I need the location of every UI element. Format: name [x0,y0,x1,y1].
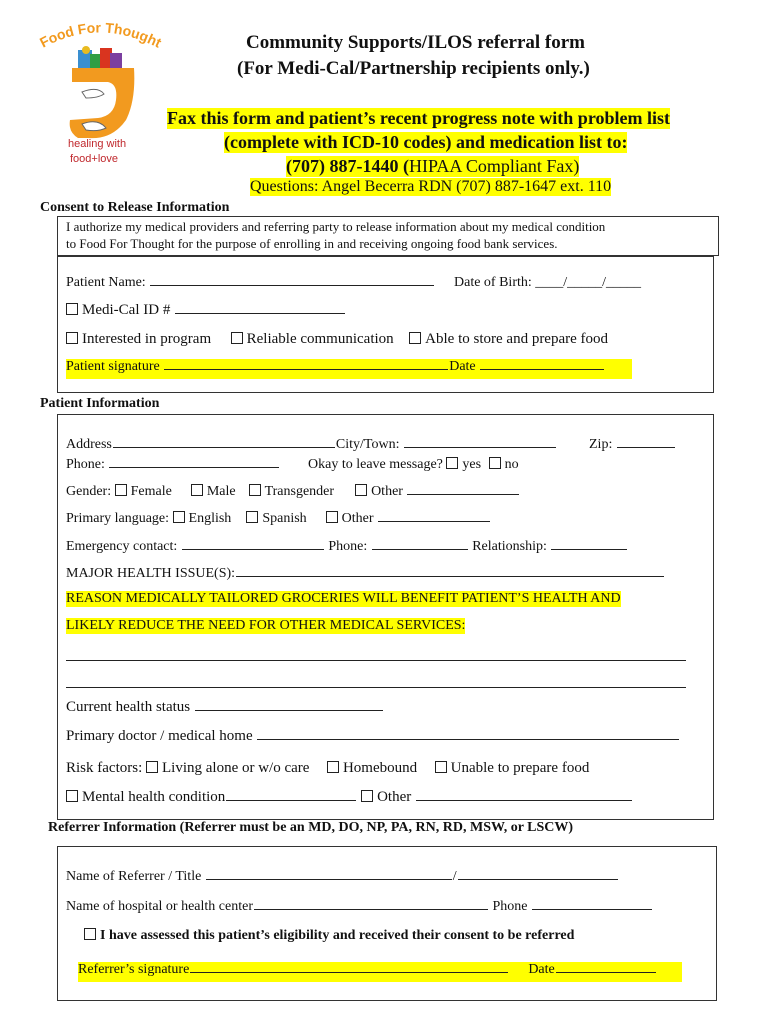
logo-tagline-2: food+love [70,153,119,165]
gender-row [66,484,520,500]
assessed-checkbox[interactable] [84,928,96,940]
food-for-thought-logo [38,20,168,180]
fax-note: HIPAA Compliant Fax) [408,156,580,176]
gender-other-label: Other [371,484,403,499]
relationship-label: Relationship: [472,539,547,554]
risk-homebound-label: Homebound [342,760,418,776]
language-other-checkbox[interactable] [326,511,338,523]
form-title: Community Supports/ILOS referral form [246,32,585,53]
referrer-heading: Referrer Information (Referrer must be an MD, DO, NP, PA, RN, RD, MSW, or LSCW) [48,820,574,835]
address-label: Address [66,437,112,452]
referrer-date-field[interactable] [556,971,656,973]
ok-message-no-label: no [504,457,519,472]
assessed-label: I have assessed this patient’s eligibility and received their consent to be referred [100,928,575,943]
risk-other-field[interactable] [416,799,632,801]
patient-info-heading: Patient Information [40,396,160,411]
reliable-communication-label: Reliable communication [246,331,394,347]
reason-answer-line-2[interactable] [66,687,686,688]
form-subtitle: (For Medi-Cal/Partnership recipients only.) [237,58,590,79]
referrer-name-field[interactable] [206,878,452,880]
health-issues-row [66,566,665,582]
mental-health-row [66,789,633,806]
logo-tagline-1: healing with [68,138,127,150]
patient-name-field[interactable] [150,284,434,286]
primary-doctor-field[interactable] [257,738,679,740]
gender-transgender-checkbox[interactable] [249,484,261,496]
reason-line-2: LIKELY REDUCE THE NEED FOR OTHER MEDICAL SERVICES: [66,618,466,633]
health-status-field[interactable] [195,709,383,711]
medical-id-field[interactable] [175,312,345,314]
referrer-signature-label: Referrer’s signature [78,962,190,977]
health-status-row [66,699,384,716]
gender-male-checkbox[interactable] [191,484,203,496]
referrer-phone-label: Phone [492,899,528,914]
assessed-row [84,928,574,944]
ok-message-row [308,457,519,473]
consent-signature-box [57,256,714,393]
referrer-name-label: Name of Referrer / Title [66,869,202,884]
patient-signature-date-label: Date [449,359,476,374]
language-row [66,511,491,527]
medical-id-checkbox[interactable] [66,303,78,315]
city-label: City/Town: [335,437,400,452]
patient-info-box [57,414,714,820]
fax-number-line [286,156,579,177]
hospital-label: Name of hospital or health center [66,899,253,914]
risk-other-label: Other [377,789,412,805]
consent-text-2: to Food For Thought for the purpose of enrolling in and receiving ongoing food bank services. [66,236,558,251]
patient-name-row [66,275,435,291]
emergency-contact-field[interactable] [182,548,324,550]
fax-number: (707) 887-1440 ( [286,156,409,176]
mental-health-label: Mental health condition [82,789,226,805]
language-other-label: Other [341,511,374,526]
reason-line-1: REASON MEDICALLY TAILORED GROCERIES WILL BENEFIT PATIENT’S HEALTH AND [66,591,621,606]
risk-factors-label: Risk factors: [66,760,143,776]
dob-label: Date of Birth: [454,275,532,290]
phone-field[interactable] [109,466,279,468]
consent-text-box [57,216,719,256]
hospital-field[interactable] [254,908,488,910]
language-english-checkbox[interactable] [173,511,185,523]
language-label: Primary language: [66,511,170,526]
referrer-signature-row [78,962,682,982]
interested-label: Interested in program [82,331,212,347]
referrer-phone-field[interactable] [532,908,652,910]
mental-health-field[interactable] [226,799,356,801]
risk-homebound-checkbox[interactable] [327,761,339,773]
fax-instruction-2: (complete with ICD-10 codes) and medication list to: [224,132,628,152]
mental-health-checkbox[interactable] [66,790,78,802]
language-spanish-checkbox[interactable] [246,511,258,523]
health-issues-field[interactable] [236,575,664,577]
ok-message-no-checkbox[interactable] [489,457,501,469]
consent-options-row [66,331,608,348]
risk-other-checkbox[interactable] [361,790,373,802]
consent-text-1: I authorize my medical providers and referring party to release information about my medical condition [66,219,606,234]
phone-row [66,457,280,473]
relationship-field[interactable] [551,548,627,550]
patient-signature-field[interactable] [164,368,448,370]
referrer-box [57,846,717,1001]
referrer-signature-field[interactable] [190,971,508,973]
gender-transgender-label: Transgender [264,484,335,499]
address-row [66,437,557,453]
store-prepare-food-checkbox[interactable] [409,332,421,344]
store-prepare-food-label: Able to store and prepare food [425,331,609,347]
zip-row [589,437,676,453]
primary-doctor-label: Primary doctor / medical home [66,728,253,744]
hospital-row [66,899,653,915]
patient-signature-date-field[interactable] [480,368,604,370]
questions-contact: Questions: Angel Becerra RDN (707) 887-1647 ext. 110 [250,178,612,195]
zip-label: Zip: [589,437,613,452]
patient-signature-row [66,359,632,379]
interested-checkbox[interactable] [66,332,78,344]
gender-other-field[interactable] [407,493,519,495]
risk-unable-prepare-checkbox[interactable] [435,761,447,773]
emergency-row [66,539,628,555]
emergency-phone-field[interactable] [372,548,468,550]
dob-row [454,275,641,291]
gender-other-checkbox[interactable] [355,484,367,496]
svg-text:Food For Thought: Food For Thought [38,20,165,51]
referrer-title-field[interactable] [458,878,618,880]
health-status-label: Current health status [66,699,191,715]
primary-doctor-row [66,728,680,745]
gender-female-checkbox[interactable] [115,484,127,496]
language-spanish-label: Spanish [262,511,307,526]
risk-unable-prepare-label: Unable to prepare food [450,760,590,776]
gender-female-label: Female [130,484,172,499]
patient-signature-label: Patient signature [66,359,160,374]
reliable-communication-checkbox[interactable] [231,332,243,344]
phone-label: Phone: [66,457,105,472]
ok-message-yes-label: yes [462,457,482,472]
gender-male-label: Male [206,484,236,499]
ok-message-yes-checkbox[interactable] [446,457,458,469]
consent-heading: Consent to Release Information [40,200,230,215]
dob-field[interactable]: ____/_____/_____ [535,275,642,290]
city-field[interactable] [404,446,556,448]
risk-living-alone-label: Living alone or w/o care [162,760,310,776]
medical-id-row [66,302,346,319]
language-english-label: English [188,511,232,526]
reason-answer-line-1[interactable] [66,660,686,661]
emergency-phone-label: Phone: [328,539,368,554]
fax-instruction-1: Fax this form and patient’s recent progress note with problem list [167,108,670,128]
gender-label: Gender: [66,484,112,499]
ok-message-label: Okay to leave message? [308,457,443,472]
health-issues-label: MAJOR HEALTH ISSUE(S): [66,566,236,581]
referrer-date-label: Date [528,962,555,977]
risk-factors-row [66,760,589,777]
patient-name-label: Patient Name: [66,275,146,290]
risk-living-alone-checkbox[interactable] [146,761,158,773]
language-other-field[interactable] [378,520,490,522]
referrer-name-row: Name of Referrer / Title / [66,869,619,885]
zip-field[interactable] [617,446,675,448]
address-field[interactable] [113,446,335,448]
medical-id-label: Medi-Cal ID # [82,302,171,318]
emergency-contact-label: Emergency contact: [66,539,178,554]
